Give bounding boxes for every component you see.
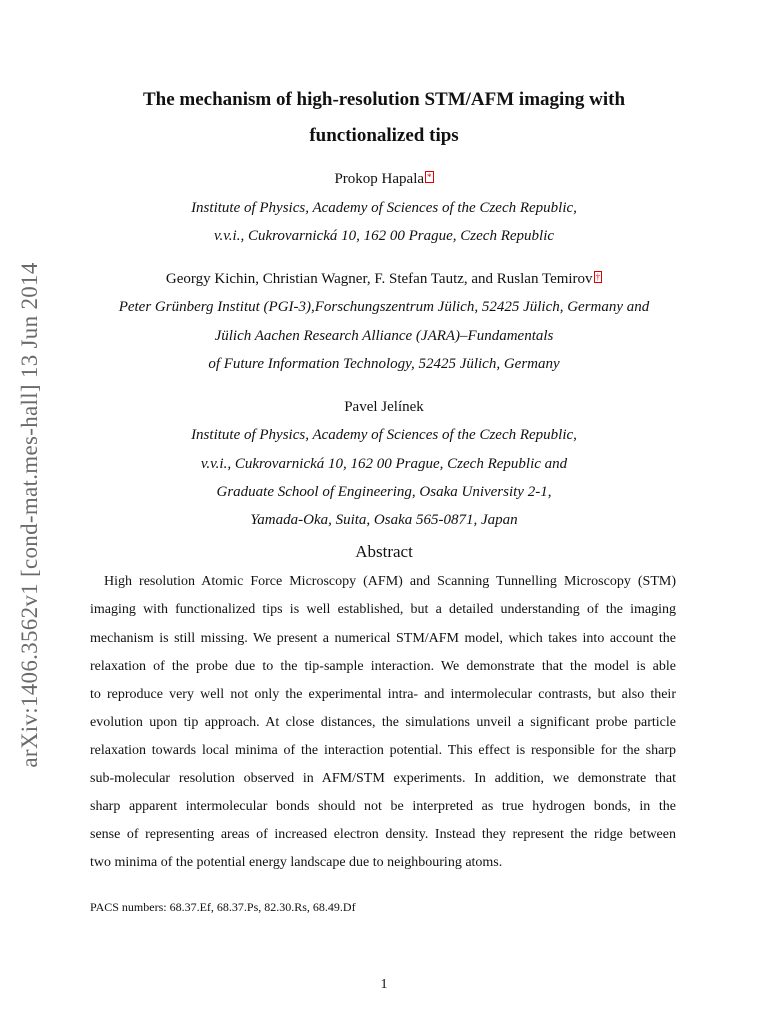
affiliation-3-line-1: Institute of Physics, Academy of Sciences of the Czech Republic, — [191, 427, 577, 443]
abstract-line: to reproduce very well not only the experimental intra- and intermolecular contrasts, but also their — [90, 687, 676, 702]
abstract-line: relaxation of the probe due to the tip-sample interaction. We demonstrate that the model is able — [90, 659, 676, 674]
abstract-line: imaging with functionalized tips is well established, but a detailed understanding of the imaging — [90, 602, 676, 617]
paper-title-line-2: functionalized tips — [309, 125, 459, 146]
authors-julich — [70, 271, 698, 288]
footnote-mark-link[interactable]: * — [427, 172, 432, 182]
page-number: 1 — [380, 977, 388, 992]
author-hapala — [70, 171, 698, 188]
affiliation-1-line-1: Institute of Physics, Academy of Sciences of the Czech Republic, — [191, 200, 577, 216]
affiliation-2-line-1: Peter Grünberg Institut (PGI-3),Forschungszentrum Jülich, 52425 Jülich, Germany and — [118, 299, 650, 315]
abstract-line: High resolution Atomic Force Microscopy (AFM) and Scanning Tunnelling Microscopy (STM) — [104, 574, 676, 589]
paper-title-line-1: The mechanism of high-resolution STM/AFM imaging with — [142, 89, 626, 110]
abstract-line-last: two minima of the potential energy landscape due to neighbouring atoms. — [90, 855, 503, 870]
footnote-mark-link[interactable]: † — [595, 272, 601, 282]
affiliation-3-line-2: v.v.i., Cukrovarnická 10, 162 00 Prague, Czech Republic and — [200, 456, 568, 472]
author-jelinek: Pavel Jelínek — [344, 399, 424, 415]
author-name: Prokop Hapala — [334, 171, 425, 187]
abstract-line: relaxation towards local minima of the interaction potential. This effect is responsible for the sharp — [90, 743, 676, 758]
abstract-line: evolution upon tip approach. At close distances, the simulations unveil a significant probe particle — [90, 715, 676, 730]
affiliation-3-line-3: Graduate School of Engineering, Osaka University 2-1, — [216, 484, 552, 500]
pacs-numbers: PACS numbers: 68.37.Ef, 68.37.Ps, 82.30.Rs, 68.49.Df — [90, 900, 356, 914]
affiliation-1-line-2: v.v.i., Cukrovarnická 10, 162 00 Prague, Czech Republic — [213, 228, 555, 244]
author-names: Georgy Kichin, Christian Wagner, F. Stefan Tautz, and Ruslan Temirov — [165, 271, 593, 287]
arxiv-identifier-text: arXiv:1406.3562v1 [cond-mat.mes-hall] 13 Jun 2014 — [17, 262, 42, 768]
abstract-line: sub-molecular resolution observed in AFM/STM experiments. In addition, we demonstrate that — [90, 771, 676, 786]
abstract-line: sense of representing areas of increased electron density. Instead they represent the ridge between — [90, 827, 676, 842]
affiliation-3-line-4: Yamada-Oka, Suita, Osaka 565-0871, Japan — [250, 512, 518, 528]
arxiv-identifier — [12, 230, 48, 800]
abstract-heading: Abstract — [355, 542, 413, 561]
abstract-line: mechanism is still missing. We present a numerical STM/AFM model, which takes into account the — [90, 631, 676, 646]
abstract-line: sharp apparent intermolecular bonds should not be interpreted as true hydrogen bonds, in the — [90, 799, 676, 814]
affiliation-2-line-3: of Future Information Technology, 52425 Jülich, Germany — [208, 356, 560, 372]
affiliation-2-line-2: Jülich Aachen Research Alliance (JARA)–Fundamentals — [214, 328, 554, 344]
